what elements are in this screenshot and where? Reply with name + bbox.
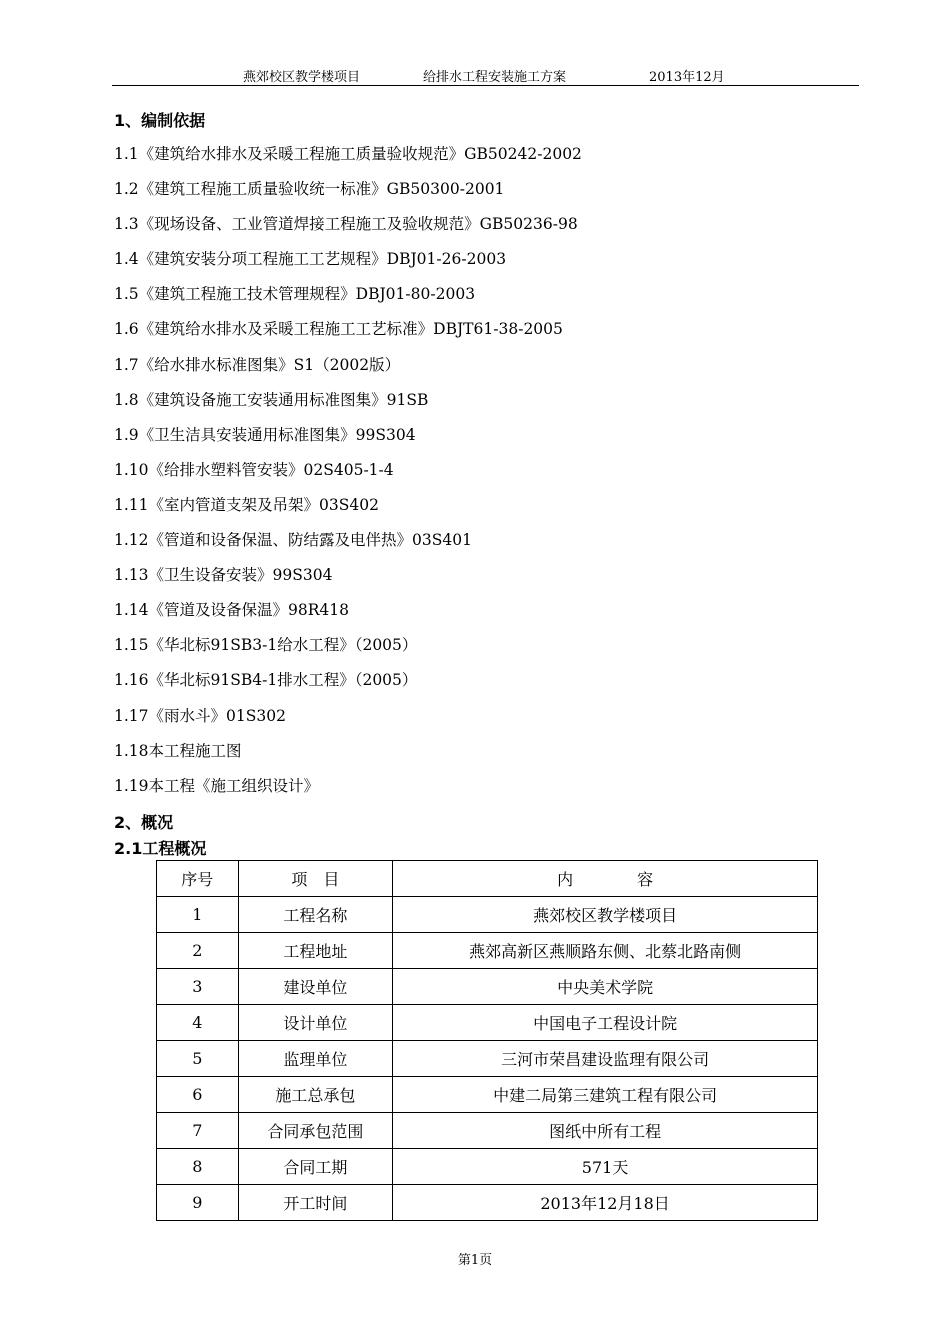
reference-item: 1.4《建筑安装分项工程施工工艺规程》DBJ01-26-2003: [114, 250, 507, 269]
cell-index: 7: [157, 1113, 239, 1149]
cell-item: 合同工期: [238, 1149, 393, 1185]
cell-index: 3: [157, 969, 239, 1005]
header-cell-content: 内 容: [393, 861, 818, 897]
cell-index: 2: [157, 933, 239, 969]
reference-item: 1.12《管道和设备保温、防结露及电伴热》03S401: [114, 531, 472, 550]
reference-item: 1.7《给水排水标准图集》S1（2002版）: [114, 355, 401, 374]
reference-item: 1.10《给排水塑料管安装》02S405-1-4: [114, 460, 394, 479]
header-date: 2013年12月: [649, 70, 725, 85]
table-row: [157, 1185, 818, 1221]
cell-index: 9: [157, 1185, 239, 1221]
reference-item: 1.2《建筑工程施工质量验收统一标准》GB50300-2001: [114, 180, 505, 199]
page-header: [112, 66, 859, 84]
reference-item: 1.1《建筑给水排水及采暖工程施工质量验收规范》GB50242-2002: [114, 145, 582, 163]
cell-content: 中建二局第三建筑工程有限公司: [393, 1077, 818, 1113]
reference-list: [114, 143, 582, 810]
section-2-1-heading: 2.1工程概况: [114, 839, 207, 858]
cell-item: 施工总承包: [238, 1077, 393, 1113]
cell-content: 图纸中所有工程: [393, 1113, 818, 1149]
cell-index: 4: [157, 1005, 239, 1041]
cell-index: 5: [157, 1041, 239, 1077]
table-row: [157, 1149, 818, 1185]
header-project: 燕郊校区教学楼项目: [243, 70, 361, 85]
reference-item: 1.19本工程《施工组织设计》: [114, 776, 320, 795]
table-row: [157, 1113, 818, 1149]
header-rule: [112, 85, 859, 86]
table-row: [157, 969, 818, 1005]
cell-content: 2013年12月18日: [393, 1185, 818, 1221]
cell-item: 开工时间: [238, 1185, 393, 1221]
cell-item: 监理单位: [238, 1041, 393, 1077]
cell-index: 1: [157, 897, 239, 933]
cell-content: 中央美术学院: [393, 969, 818, 1005]
section-2-heading: 2、概况: [114, 813, 174, 832]
project-overview-table: [156, 860, 818, 1221]
cell-index: 8: [157, 1149, 239, 1185]
table-row: [157, 933, 818, 969]
reference-item: 1.15《华北标91SB3-1给水工程》（2005）: [114, 636, 418, 655]
cell-item: 工程名称: [238, 897, 393, 933]
table-row: [157, 1077, 818, 1113]
page-number: 第1页: [457, 1253, 493, 1268]
cell-item: 设计单位: [238, 1005, 393, 1041]
reference-item: 1.17《雨水斗》01S302: [114, 706, 286, 725]
reference-item: 1.11《室内管道支架及吊架》03S402: [114, 495, 379, 514]
reference-item: 1.3《现场设备、工业管道焊接工程施工及验收规范》GB50236-98: [114, 215, 578, 234]
reference-item: 1.8《建筑设备施工安装通用标准图集》91SB: [114, 390, 429, 409]
reference-item: 1.18本工程施工图: [114, 741, 242, 760]
reference-item: 1.6《建筑给水排水及采暖工程施工工艺标准》DBJT61-38-2005: [114, 320, 563, 339]
header-cell-item: 项 目: [238, 861, 393, 897]
cell-content: 燕郊校区教学楼项目: [393, 897, 818, 933]
reference-item: 1.16《华北标91SB4-1排水工程》（2005）: [114, 671, 418, 690]
cell-item: 工程地址: [238, 933, 393, 969]
table-header-row: [157, 861, 818, 897]
header-cell-index: 序号: [157, 861, 239, 897]
section-1-heading: 1、编制依据: [114, 111, 206, 130]
cell-content: 三河市荣昌建设监理有限公司: [393, 1041, 818, 1077]
cell-item: 合同承包范围: [238, 1113, 393, 1149]
cell-index: 6: [157, 1077, 239, 1113]
cell-content: 燕郊高新区燕顺路东侧、北蔡北路南侧: [393, 933, 818, 969]
reference-item: 1.9《卫生洁具安装通用标准图集》99S304: [114, 425, 416, 444]
reference-item: 1.5《建筑工程施工技术管理规程》DBJ01-80-2003: [114, 285, 476, 304]
reference-item: 1.13《卫生设备安装》99S304: [114, 566, 333, 585]
cell-item: 建设单位: [238, 969, 393, 1005]
table-row: [157, 1005, 818, 1041]
table-row: [157, 897, 818, 933]
header-doc-title: 给排水工程安装施工方案: [423, 70, 567, 85]
table-row: [157, 1041, 818, 1077]
cell-content: 571天: [393, 1149, 818, 1185]
cell-content: 中国电子工程设计院: [393, 1005, 818, 1041]
reference-item: 1.14《管道及设备保温》98R418: [114, 601, 349, 620]
